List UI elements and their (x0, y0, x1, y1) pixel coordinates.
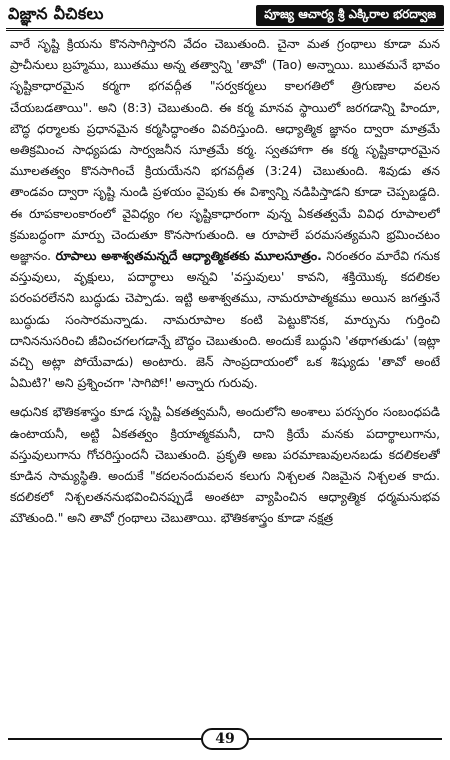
paragraph-1-text: వారే సృష్టి క్రియను కొనసాగిస్తారని వేదం చెబుతుంది. చైనా మత గ్రంథాలు కూడా మన ప్రాచీనులు బ్రహ్మము, ఋతము అన్న తత్వాన్ని 'తావో' (Tao) అన్నాయి. ఋతమనే భావం సృష్టికాధారమైన కర్మగా భగవద్గీత "సర్వకర్మలు కాలగతిలో త్రిగుణాల వలన చేయబడతాయి". అని (8:3) చెబుతుంది. ఈ కర్మ మానవ స్థాయిలో జరగడాన్ని హిందూ, బౌద్ధ ధర్మాలకు ప్రధానమైన కర్మసిద్ధాంతం వివరిస్తుంది. ఆధ్యాత్మిక జ్ఞానం ద్వారా మాత్రమే అతిక్రమించ సాధ్యపడు సార్వజనీన సూత్రమే కర్మ. స్వతహాగా ఈ కర్మ సృష్టికాధారమైన మూలతత్వం కొనసాగించే క్రియయేనని భగవద్గీత (3:24) చెబుతుంది. శివుడు తన తాండవం ద్వారా సృష్టి నుండి ప్రళయం వైపుకు ఈ విశ్వాన్ని నడిపిస్తాడని కూడా చెప్పబడ్డది. ఈ రూపకాలంకారంలో వైవిధ్యం గల సృష్టికాధారంగా వున్న ఏకతత్వమే వివిధ రూపాలలో క్రమబద్ధంగా మార్పు చెందుతూ కొనసాగుతుంది. ఆ రూపాలే పరమసత్యమని భ్రమించటం అజ్ఞానం. (10, 37, 440, 264)
bold-phrase: రూపాలు అశాశ్వతమన్నదే ఆధ్యాత్మికతకు మూలసూత్రం. (55, 249, 322, 264)
author-banner: పూజ్య ఆచార్య శ్రీ ఎక్కిరాల భరద్వాజ (256, 5, 444, 26)
header-divider (6, 28, 444, 31)
book-title: విజ్ఞాన వీచికలు (8, 3, 104, 23)
page-number: 49 (201, 728, 248, 750)
paragraph-1 (10, 34, 440, 394)
paragraph-1-continuation: నిరంతరం మారేవి గనుక వస్తువులు, వృక్షులు, పదార్థాలు అన్నవి 'వస్తువులు' కావని, శక్తియొక్క కదలికల పరంపరలేనని బుద్ధుడు చెప్పాడు. ఇట్టి అశాశ్వతము, నామరూపాత్మకము అయిన జగత్తునే బుద్ధుడు సంసారమన్నాడు. నామరూపాల కంటి పెట్టుకొనక, మార్పును గుర్తించి దానిననుసరించి జీవించగలగడాన్నే బౌద్ధం చెబుతుంది. అందుకే బుద్ధుని 'తథాగతుడు' (ఇట్లా వచ్చి అట్లా పోయేవాడు) అంటారు. జెన్ సాంప్రదాయంలో ఒక శిష్యుడు 'తావో అంటే ఏమిటి?' అని ప్రశ్నించగా 'సాగిపో!' అన్నారు గురువు. (10, 249, 440, 391)
paragraph-2-text: ఆధునిక భౌతికశాస్త్రం కూడ సృష్టి ఏకతత్వమనీ, అందులోని అంశాలు పరస్పరం సంబంధపడి ఉంటాయనీ, అట్టి ఏకతత్వం క్రియాత్మకమనీ, దాని క్రియే మనకు పదార్థాలుగాను, వస్తువులుగాను గోచరిస్తుందనీ చెబుతుంది. ప్రకృతి అణు పరమాణువులనబడు కదలికలతో కూడిన సామ్యస్థితి. అందుకే "కదలనందువలన కలుగు నిశ్చలత నిజమైన నిశ్చలత కాదు. కదలికలో నిశ్చలతననుభవించినప్పుడే అంతటా వ్యాపించిన ఆధ్యాత్మిక ధర్మమనుభవ మౌతుంది." అని తావో గ్రంథాలు చెబుతాయి. భౌతికశాస్త్రం కూడా నక్షత్ర (10, 405, 440, 526)
running-header (6, 2, 444, 28)
page-footer (0, 722, 450, 756)
page-body (10, 34, 440, 714)
paragraph-2 (10, 402, 440, 529)
